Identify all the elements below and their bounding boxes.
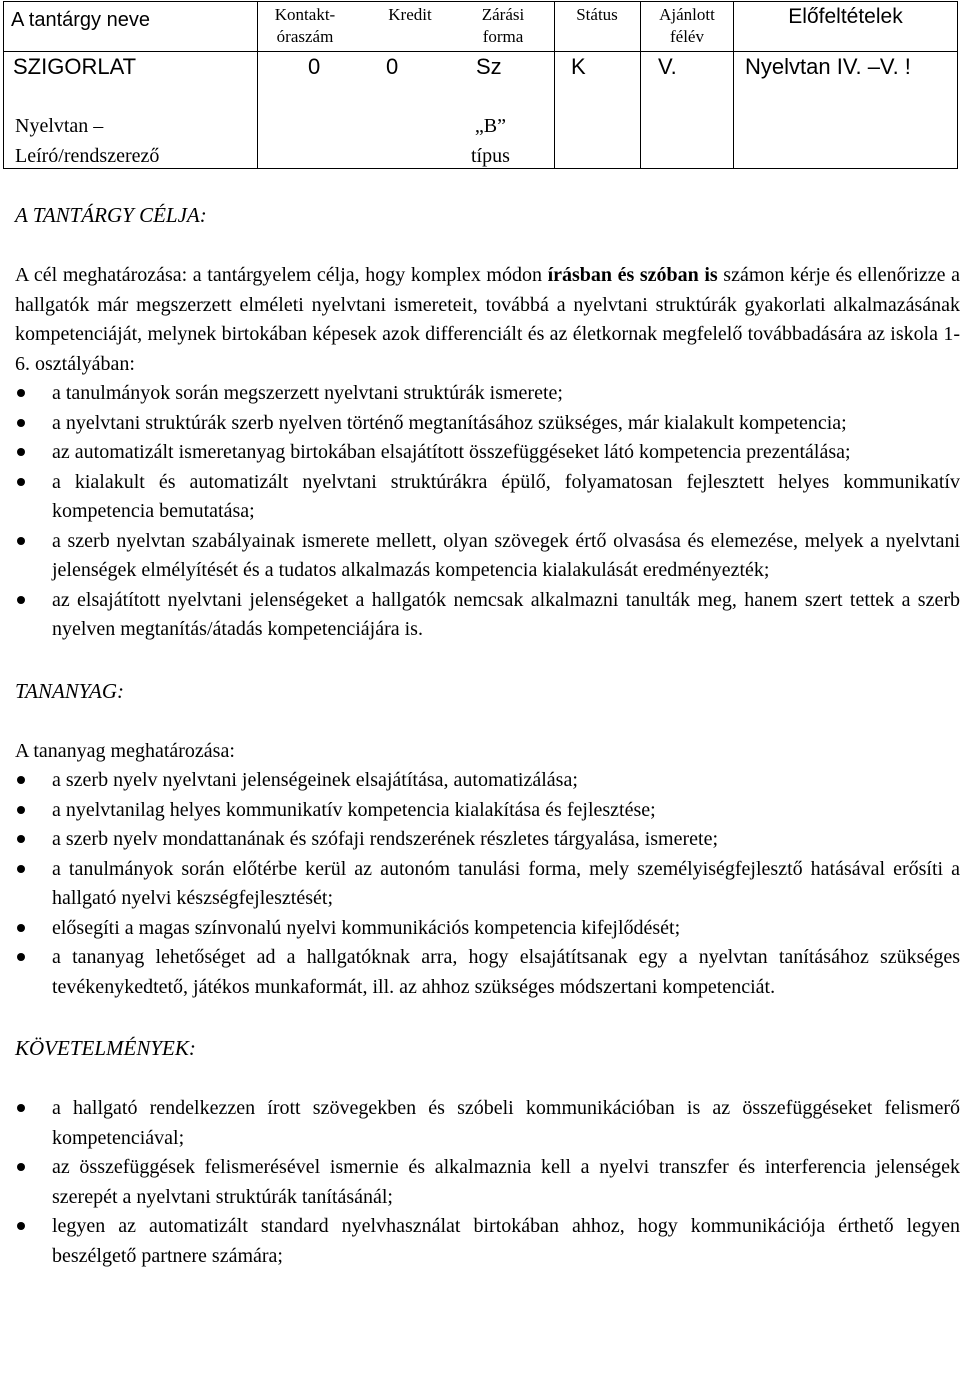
list-item: a nyelvtanilag helyes kommunikatív kompetencia kialakítása és fejlesztése; [15, 796, 960, 826]
goal-title: A TANTÁRGY CÉLJA: [15, 203, 207, 227]
row-subject: SZIGORLAT [13, 54, 137, 79]
row-prerequisites: Nyelvtan IV. –V. ! [745, 54, 911, 79]
header-credit: Kredit [388, 5, 432, 24]
row-contact-hours: 0 [308, 54, 321, 79]
list-item: legyen az automatizált standard nyelvhasználat birtokában ahhoz, hogy kommunikációja érthető legyen beszélgető partnere számára; [15, 1212, 960, 1271]
row-type: „B” típus [471, 115, 510, 167]
row-subject-detail: Nyelvtan – Leíró/rendszerező [15, 115, 160, 167]
list-item: a szerb nyelv nyelvtani jelenségeinek elsajátítása, automatizálása; [15, 766, 960, 796]
list-item: a tananyag lehetőséget ad a hallgatóknak arra, hogy elsajátítsanak egy a nyelvtan tanításához szükséges tevékenykedtető, játékos munkaformát, ill. az ahhoz szükséges módszertani kompetenciát. [15, 943, 960, 1002]
list-item: a szerb nyelv mondattanának és szófaji rendszerének részletes tárgyalása, ismerete; [15, 825, 960, 855]
header-subject: A tantárgy neve [11, 9, 150, 31]
table-col-divider [257, 1, 258, 169]
material-list [15, 766, 960, 1002]
list-item: a tanulmányok során megszerzett nyelvtani struktúrák ismerete; [15, 379, 960, 409]
list-item: az elsajátított nyelvtani jelenségeket a hallgatók nemcsak alkalmazni tanulták meg, hanem szert tettek a szerb nyelven megtanítás/átadás kompetenciájára is. [15, 586, 960, 645]
table-col-divider [554, 1, 555, 169]
table-border-right [957, 1, 958, 169]
header-prerequisites: Előfeltételek [788, 5, 903, 28]
table-col-divider [640, 1, 641, 169]
list-item: a tanulmányok során előtérbe kerül az autonóm tanulási forma, mely személyiségfejlesztő hatásával erősíti a hallgató nyelvi készségfejlesztését; [15, 855, 960, 914]
requirements-list [15, 1094, 960, 1271]
header-final-form: Zárási forma [481, 5, 525, 46]
table-border-top [3, 1, 958, 2]
list-item: az automatizált ismeretanyag birtokában elsajátított összefüggéseket látó kompetencia prezentálása; [15, 438, 960, 468]
course-info-table [3, 1, 958, 169]
list-item: a hallgató rendelkezzen írott szövegekben és szóbeli kommunikációban is az összefüggéseket felismerő kompetenciával; [15, 1094, 960, 1153]
list-item: a szerb nyelvtan szabályainak ismerete mellett, olyan szövegek értő olvasása és elemezése, melyek a nyelvtani jelenségek elmélyítését és a tudatos alkalmazás kompetencia kialakulását eredményezték; [15, 527, 960, 586]
table-border-left [3, 1, 4, 169]
list-item: az összefüggések felismerésével ismernie és alkalmaznia kell a nyelvi transzfer és interferencia jelenségek szerepét a nyelvtani struktúrák tanításánál; [15, 1153, 960, 1212]
list-item: a kialakult és automatizált nyelvtani struktúrákra épülő, folyamatosan fejlesztett helyes kommunikatív kompetencia bemutatása; [15, 468, 960, 527]
list-item: a nyelvtani struktúrák szerb nyelven történő megtanításához szükséges, már kialakult kompetencia; [15, 409, 960, 439]
requirements-title: KÖVETELMÉNYEK: [15, 1036, 196, 1060]
table-col-divider [733, 1, 734, 169]
header-status: Státus [576, 5, 618, 24]
row-recommended-semester: V. [658, 54, 677, 79]
list-item: elősegíti a magas színvonalú nyelvi kommunikációs kompetencia kifejlődését; [15, 914, 960, 944]
header-contact-hours: Kontakt- óraszám [274, 5, 336, 46]
goal-list [15, 379, 960, 645]
row-credit: 0 [386, 54, 399, 79]
document-body [15, 201, 960, 1271]
material-intro: A tananyag meghatározása: [15, 739, 235, 762]
header-recommended-semester: Ajánlott félév [659, 5, 715, 46]
table-row-divider [3, 51, 958, 52]
row-status: K [571, 54, 586, 79]
row-final-form: Sz [476, 54, 502, 79]
goal-intro: A cél meghatározása: a tantárgyelem célja, hogy komplex módon írásban és szóban is számon kérje és ellenőrizze a hallgatók már megszerzett elméleti nyelvtani ismereteit, továbbá a nyelvtani struktúrák gyakorlati alkalmazásának kompetenciáját, melynek birtokában képesek azok differenciált és az életkornak megfelelő továbbadására az iskola 1-6. osztályában: [15, 264, 960, 375]
material-title: TANANYAG: [15, 678, 124, 703]
